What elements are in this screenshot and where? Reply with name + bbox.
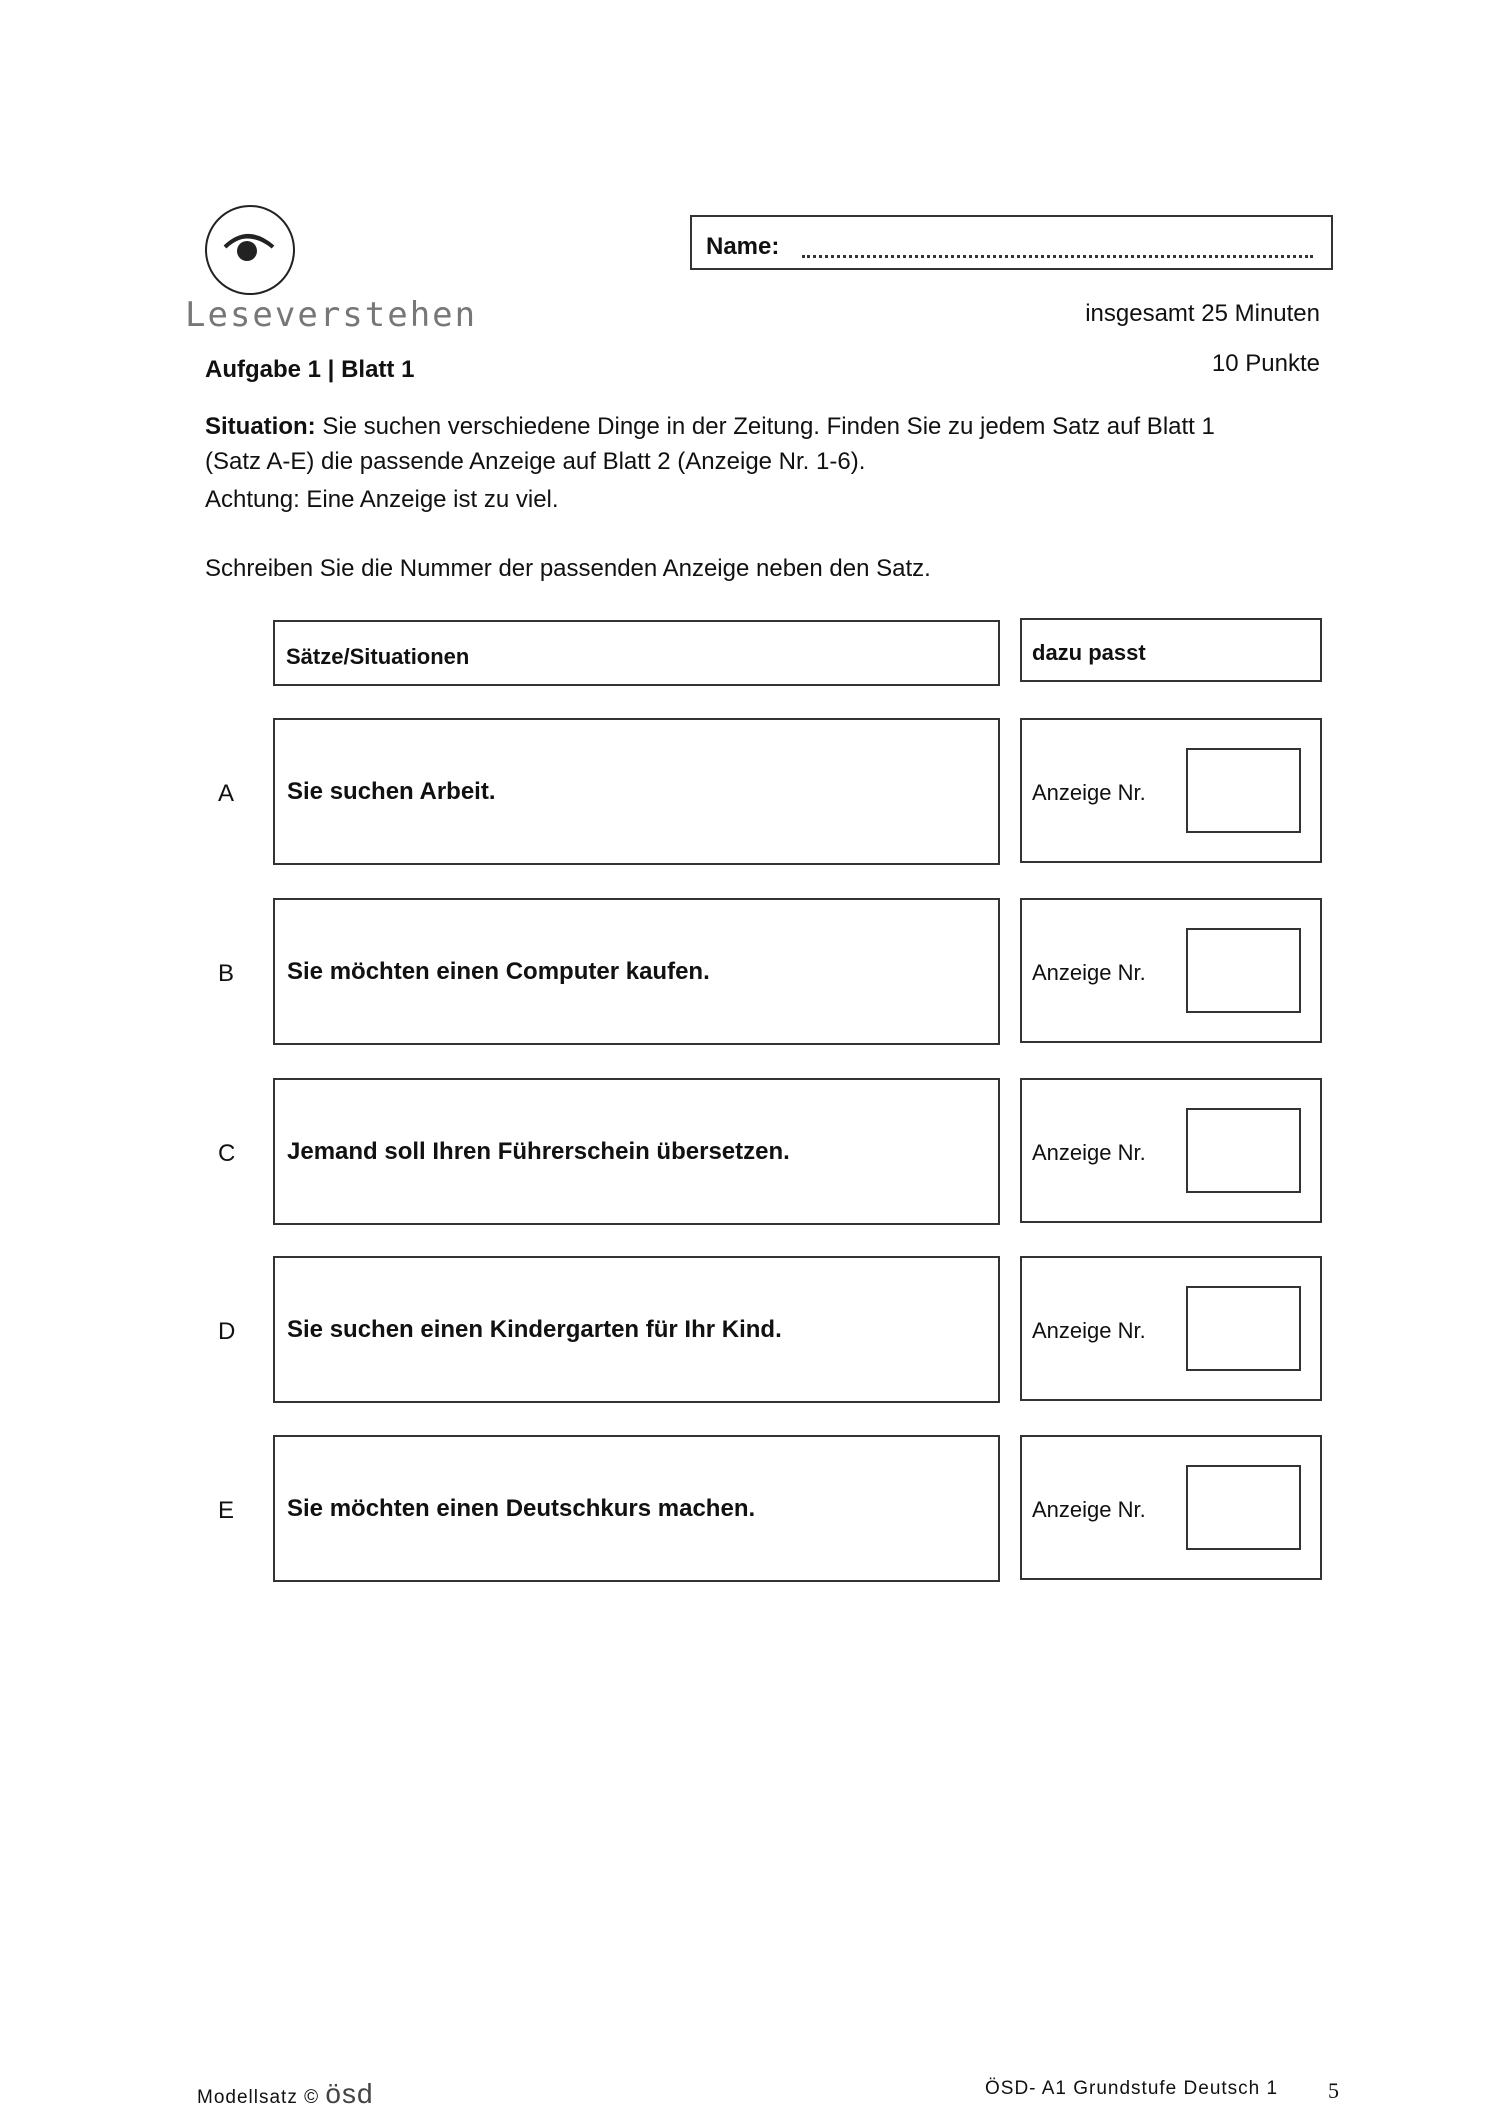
sentence-text: Jemand soll Ihren Führerschein übersetzen. (287, 1138, 790, 1165)
footer-left (197, 2078, 374, 2110)
answer-label: Anzeige Nr. (1032, 960, 1146, 985)
osd-logo: ösd (325, 2078, 374, 2109)
answer-input-box[interactable] (1186, 1108, 1301, 1193)
name-field[interactable] (690, 215, 1333, 270)
situation-label: Situation: (205, 413, 316, 440)
row-letter: A (218, 780, 235, 807)
task-instruction: Schreiben Sie die Nummer der passenden Anzeige neben den Satz. (205, 555, 931, 582)
answer-input-box[interactable] (1186, 1286, 1301, 1371)
footer-copyright: Modellsatz © (197, 2087, 320, 2108)
section-title: Leseverstehen (185, 295, 478, 335)
instruction-line: (Satz A-E) die passende Anzeige auf Blatt 2 (Anzeige Nr. 1-6). (205, 448, 866, 475)
situation-body: Sie suchen verschiedene Dinge in der Zeitung. Finden Sie zu jedem Satz auf Blatt 1 (315, 413, 1215, 440)
answer-input-box[interactable] (1186, 748, 1301, 833)
name-dotted-line (802, 255, 1313, 258)
situation-text (205, 413, 1325, 441)
answer-cell (1020, 1078, 1322, 1223)
answer-input-box[interactable] (1186, 928, 1301, 1013)
points-info: 10 Punkte (1211, 350, 1320, 377)
answer-cell (1020, 898, 1322, 1043)
row-letter: D (218, 1318, 236, 1345)
answer-input-box[interactable] (1186, 1465, 1301, 1550)
row-letter: E (218, 1497, 235, 1524)
answer-cell (1020, 718, 1322, 863)
answer-label: Anzeige Nr. (1032, 1140, 1146, 1165)
sentence-cell (273, 1435, 1000, 1582)
header-cell-sentences (273, 620, 1000, 686)
answer-cell (1020, 1435, 1322, 1580)
footer-exam-name: ÖSD- A1 Grundstufe Deutsch 1 (985, 2078, 1279, 2099)
sentence-cell (273, 1256, 1000, 1403)
sentence-text: Sie möchten einen Deutschkurs machen. (287, 1495, 756, 1522)
sentence-text: Sie möchten einen Computer kaufen. (287, 958, 710, 985)
name-label: Name: (706, 233, 780, 260)
warning-line: Achtung: Eine Anzeige ist zu viel. (205, 486, 559, 513)
answer-label: Anzeige Nr. (1032, 780, 1146, 805)
header-cell-answer (1020, 618, 1322, 682)
sentence-cell (273, 898, 1000, 1045)
eye-icon (205, 205, 295, 295)
answer-cell (1020, 1256, 1322, 1401)
row-letter: C (218, 1140, 236, 1167)
sentence-text: Sie suchen Arbeit. (287, 778, 496, 805)
page-number: 5 (1328, 2078, 1340, 2103)
column-header: Sätze/Situationen (286, 644, 470, 669)
time-info: insgesamt 25 Minuten (1085, 300, 1320, 327)
sentence-text: Sie suchen einen Kindergarten für Ihr Kind. (287, 1316, 782, 1343)
row-letter: B (218, 960, 235, 987)
answer-label: Anzeige Nr. (1032, 1497, 1146, 1522)
answer-label: Anzeige Nr. (1032, 1318, 1146, 1343)
sentence-cell (273, 718, 1000, 865)
sentence-cell (273, 1078, 1000, 1225)
task-label: Aufgabe 1 | Blatt 1 (205, 356, 415, 383)
column-header: dazu passt (1032, 640, 1146, 665)
